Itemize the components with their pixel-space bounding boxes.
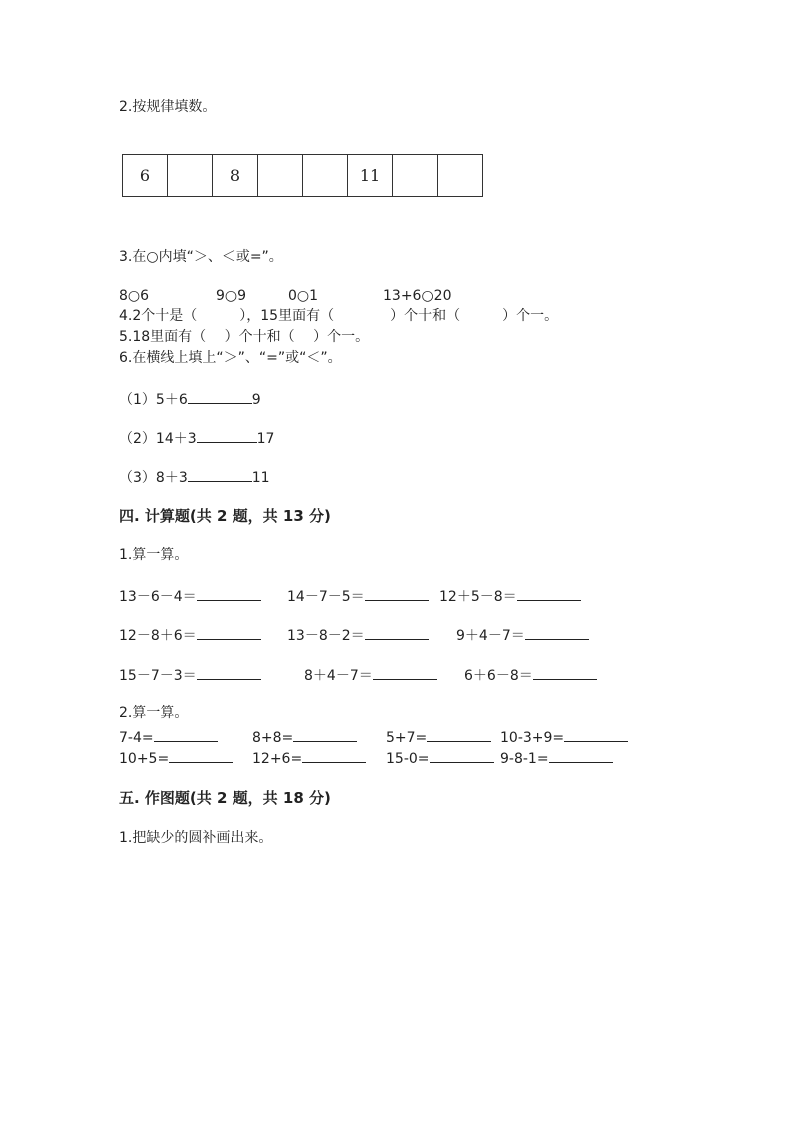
calc-item	[287, 625, 429, 645]
answer-blank[interactable]	[188, 389, 252, 404]
calc-item	[304, 665, 437, 685]
sequence-cell[interactable]	[438, 155, 483, 197]
answer-blank[interactable]	[517, 586, 581, 601]
answer-blank[interactable]	[427, 727, 491, 742]
answer-blank[interactable]	[365, 586, 429, 601]
q6-item	[119, 428, 274, 448]
sequence-cell[interactable]: 6	[123, 155, 168, 197]
calc-expression: 12－8＋6＝	[119, 628, 197, 644]
section4-q2-title: 2.算一算。	[119, 705, 189, 721]
calc-expression: 10-3+9=	[500, 730, 565, 746]
answer-blank[interactable]	[365, 625, 429, 640]
compare-item[interactable]: 8○6	[119, 288, 150, 304]
calc-expression: 14－7－5＝	[287, 589, 365, 605]
calc-item	[500, 748, 613, 768]
q6-item	[119, 467, 270, 487]
calc-expression: 6＋6－8＝	[464, 668, 533, 684]
calc-item	[119, 727, 218, 747]
calc-expression: 9-8-1=	[500, 751, 549, 767]
answer-blank[interactable]	[188, 467, 252, 482]
answer-blank[interactable]	[302, 748, 366, 763]
calc-expression: 13－8－2＝	[287, 628, 365, 644]
q3-title: 3.在○内填“＞、＜或=”。	[119, 249, 283, 265]
calc-expression: 12+6=	[252, 751, 303, 767]
calc-expression: 15－7－3＝	[119, 668, 197, 684]
compare-item[interactable]: 0○1	[288, 288, 319, 304]
compare-item[interactable]: 9○9	[216, 288, 247, 304]
q6-item-prefix: （1）5＋6	[119, 392, 188, 408]
answer-blank[interactable]	[533, 665, 597, 680]
answer-blank[interactable]	[549, 748, 613, 763]
calc-expression: 8+8=	[252, 730, 294, 746]
q2-title: 2.按规律填数。	[119, 99, 217, 115]
q4-text: 4.2个十是（ ），15里面有（ ）个十和（ ）个一。	[119, 308, 559, 324]
calc-item	[119, 748, 233, 768]
calc-expression: 10+5=	[119, 751, 170, 767]
calc-expression: 15-0=	[386, 751, 430, 767]
q6-title: 6.在横线上填上“＞”、“=”或“＜”。	[119, 350, 342, 366]
answer-blank[interactable]	[154, 727, 218, 742]
calc-item	[456, 625, 589, 645]
answer-blank[interactable]	[293, 727, 357, 742]
q6-item-suffix: 11	[251, 470, 270, 486]
answer-blank[interactable]	[197, 665, 261, 680]
sequence-cell[interactable]	[258, 155, 303, 197]
q6-item-prefix: （2）14＋3	[119, 431, 197, 447]
sequence-cell[interactable]: 11	[348, 155, 393, 197]
calc-item	[119, 625, 261, 645]
q6-item-suffix: 9	[251, 392, 261, 408]
section5-q1-title: 1.把缺少的圆补画出来。	[119, 830, 273, 846]
calc-item	[119, 586, 261, 606]
q6-item	[119, 389, 261, 409]
calc-item	[439, 586, 581, 606]
calc-item	[386, 727, 491, 747]
answer-blank[interactable]	[525, 625, 589, 640]
sequence-cell[interactable]	[393, 155, 438, 197]
calc-item	[252, 727, 357, 747]
answer-blank[interactable]	[430, 748, 494, 763]
sequence-cell[interactable]	[168, 155, 213, 197]
calc-expression: 12＋5－8＝	[439, 589, 517, 605]
q6-item-prefix: （3）8＋3	[119, 470, 188, 486]
calc-item	[386, 748, 494, 768]
calc-item	[119, 665, 261, 685]
calc-item	[287, 586, 429, 606]
answer-blank[interactable]	[373, 665, 437, 680]
calc-expression: 8＋4－7＝	[304, 668, 373, 684]
section4-title: 四. 计算题(共 2 题，共 13 分)	[119, 507, 331, 525]
section4-q1-title: 1.算一算。	[119, 547, 189, 563]
calc-item	[252, 748, 366, 768]
sequence-table	[122, 154, 483, 197]
answer-blank[interactable]	[564, 727, 628, 742]
answer-blank[interactable]	[197, 586, 261, 601]
calc-expression: 9＋4－7＝	[456, 628, 525, 644]
calc-item	[500, 727, 628, 747]
answer-blank[interactable]	[197, 625, 261, 640]
calc-expression: 13－6－4＝	[119, 589, 197, 605]
compare-item[interactable]: 13+6○20	[383, 288, 452, 304]
sequence-cell[interactable]	[303, 155, 348, 197]
q6-item-suffix: 17	[256, 431, 275, 447]
calc-expression: 5+7=	[386, 730, 428, 746]
calc-expression: 7-4=	[119, 730, 154, 746]
answer-blank[interactable]	[197, 428, 257, 443]
section5-title: 五. 作图题(共 2 题，共 18 分)	[119, 789, 331, 807]
sequence-cell[interactable]: 8	[213, 155, 258, 197]
calc-item	[464, 665, 597, 685]
q5-text: 5.18里面有（ ）个十和（ ）个一。	[119, 329, 370, 345]
sequence-row	[123, 155, 483, 197]
answer-blank[interactable]	[169, 748, 233, 763]
